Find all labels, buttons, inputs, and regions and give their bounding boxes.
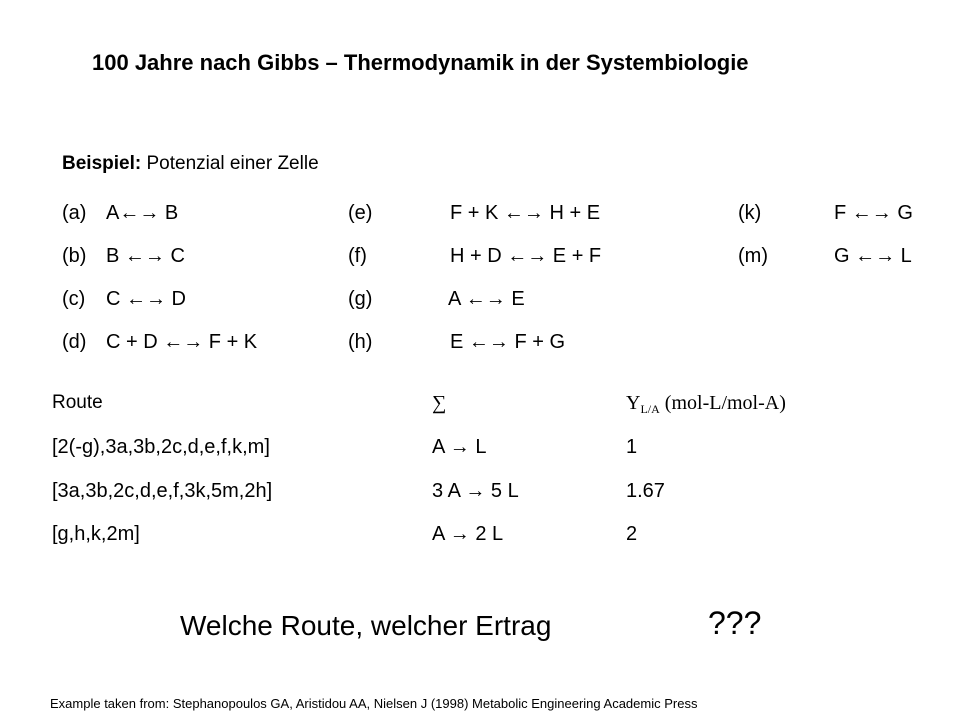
route-row-2-route: [3a,3b,2c,d,e,f,3k,5m,2h] — [52, 480, 273, 502]
reaction-equation: E ←→ F + G — [450, 331, 566, 353]
example-bold-label: Beispiel: — [62, 153, 142, 174]
route-row-3-yield: 2 — [626, 523, 638, 545]
reaction-label: (m) — [738, 245, 768, 267]
route-header: Route — [52, 392, 103, 413]
yield-unit: (mol-L/mol-A) — [659, 392, 786, 414]
reaction-label: (g) — [348, 288, 373, 310]
route-row-3-route: [g,h,k,2m] — [52, 523, 140, 545]
route-row-3-sum: A → 2 L — [432, 523, 504, 545]
footnote: Example taken from: Stephanopoulos GA, Aristidou AA, Nielsen J (1998) Metabolic Engineering Academic Press — [50, 696, 698, 711]
reaction-equation: G ←→ L — [834, 245, 912, 267]
reaction-c — [62, 288, 186, 311]
sum-header: ∑ — [432, 392, 447, 414]
reaction-equation: A←→ B — [106, 202, 179, 224]
reaction-h — [348, 331, 565, 354]
reaction-label: (c) — [62, 288, 86, 310]
reaction-equation: B ←→ C — [106, 245, 185, 267]
yield-symbol: Y — [626, 392, 641, 414]
yield-header — [626, 392, 786, 415]
example-heading — [62, 153, 319, 175]
reaction-equation: A ←→ E — [448, 288, 525, 310]
route-row-1-route: [2(-g),3a,3b,2c,d,e,f,k,m] — [52, 436, 270, 458]
reaction-k — [738, 202, 913, 225]
reaction-label: (k) — [738, 202, 762, 224]
reaction-label: (d) — [62, 331, 87, 353]
example-text: Potenzial einer Zelle — [141, 153, 319, 174]
reaction-equation: C ←→ D — [106, 288, 186, 310]
reaction-equation: C + D ←→ F + K — [106, 331, 258, 353]
yield-subscript: L/A — [640, 402, 660, 416]
reaction-b — [62, 245, 185, 268]
reaction-g — [348, 288, 525, 311]
question-marks: ??? — [708, 605, 762, 641]
slide-title: 100 Jahre nach Gibbs – Thermodynamik in der Systembiologie — [92, 50, 749, 75]
reaction-equation: F ←→ G — [834, 202, 913, 224]
reaction-m — [738, 245, 912, 268]
reaction-equation: F + K ←→ H + E — [450, 202, 601, 224]
reaction-label: (f) — [348, 245, 367, 267]
reaction-equation: H + D ←→ E + F — [450, 245, 602, 267]
route-row-1-yield: 1 — [626, 436, 638, 458]
route-row-2-sum: 3 A → 5 L — [432, 480, 519, 502]
reaction-f — [348, 245, 601, 268]
route-row-2-yield: 1.67 — [626, 480, 665, 502]
reaction-a — [62, 202, 178, 225]
reaction-label: (h) — [348, 331, 373, 353]
route-row-1-sum: A → L — [432, 436, 487, 458]
reaction-label: (b) — [62, 245, 87, 267]
question-text: Welche Route, welcher Ertrag — [180, 610, 552, 641]
reaction-label: (e) — [348, 202, 373, 224]
reaction-label: (a) — [62, 202, 87, 224]
reaction-d — [62, 331, 257, 354]
reaction-e — [348, 202, 600, 225]
